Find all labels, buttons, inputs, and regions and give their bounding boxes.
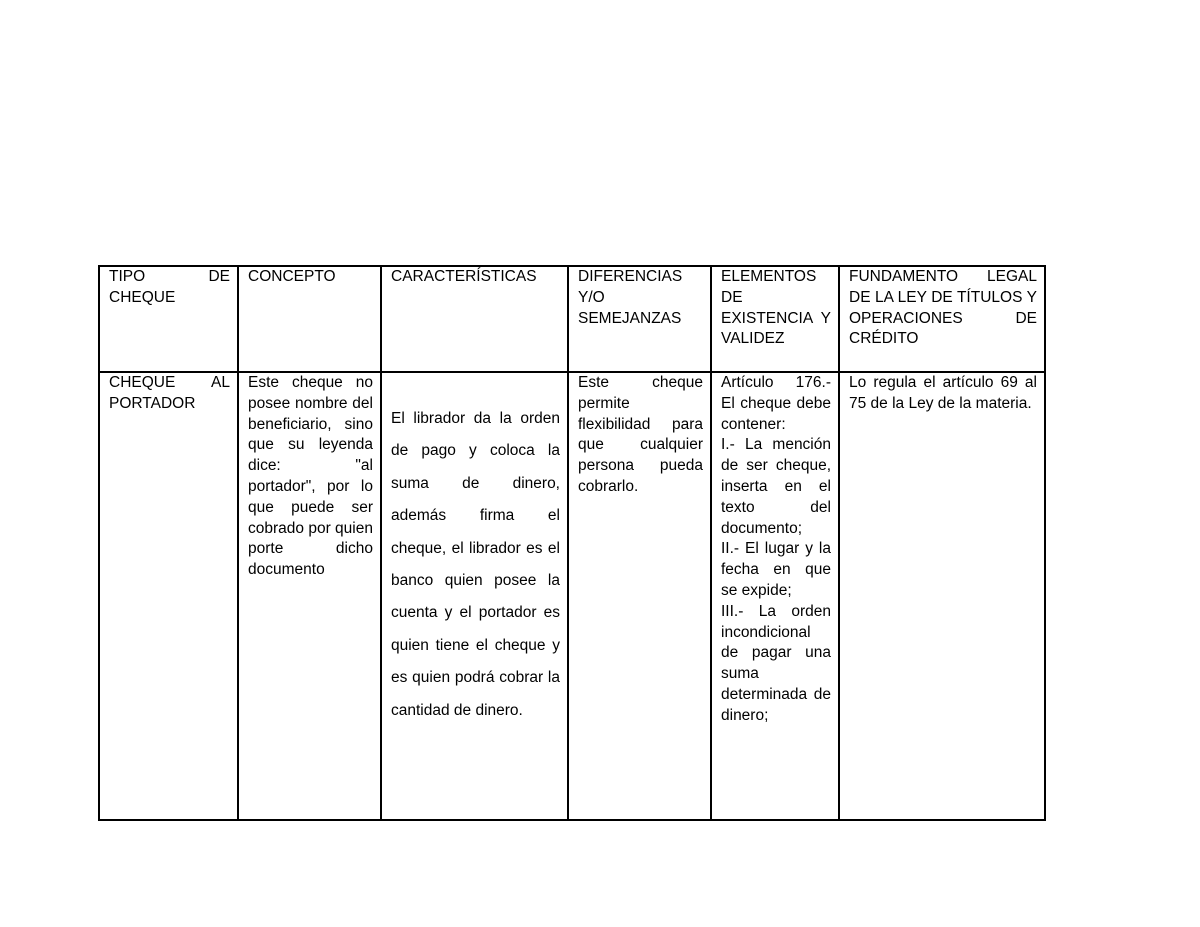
- elementos-line: Artículo 176.- El cheque debe contener:: [721, 374, 831, 433]
- cheque-comparison-table: [98, 265, 1046, 821]
- table-header-row: [99, 266, 1045, 372]
- cell-concepto: Este cheque no posee nombre del beneficiario, sino que su leyenda dice: "al portador", por lo que puede ser cobrado por quien porte dicho documento: [238, 372, 381, 820]
- cell-tipo: CHEQUE AL PORTADOR: [99, 372, 238, 820]
- header-caracteristicas: CARACTERÍSTICAS: [381, 266, 568, 372]
- cell-caracteristicas: El librador da la orden de pago y coloca la suma de dinero, además firma el cheque, el librador es el banco quien posee la cuenta y el portador es quien tiene el cheque y es quien podrá cobrar la cantidad de dinero.: [381, 372, 568, 820]
- header-diferencias: DIFERENCIAS Y/O SEMEJANZAS: [568, 266, 711, 372]
- cell-diferencias: Este cheque permite flexibilidad para que cualquier persona pueda cobrarlo.: [568, 372, 711, 820]
- header-tipo-de-cheque: TIPO DE CHEQUE: [99, 266, 238, 372]
- cell-fundamento: Lo regula el artículo 69 al 75 de la Ley de la materia.: [839, 372, 1045, 820]
- header-elementos: ELEMENTOS DE EXISTENCIA Y VALIDEZ: [711, 266, 839, 372]
- header-fundamento-legal: FUNDAMENTO LEGAL DE LA LEY DE TÍTULOS Y OPERACIONES DE CRÉDITO: [839, 266, 1045, 372]
- header-concepto: CONCEPTO: [238, 266, 381, 372]
- elementos-line: III.- La orden incondicional de pagar una suma determinada de dinero;: [721, 602, 831, 724]
- elementos-line: II.- El lugar y la fecha en que se expide;: [721, 540, 831, 599]
- cell-elementos: [711, 372, 839, 820]
- elementos-line: I.- La mención de ser cheque, inserta en el texto del documento;: [721, 436, 831, 537]
- table-row: [99, 372, 1045, 820]
